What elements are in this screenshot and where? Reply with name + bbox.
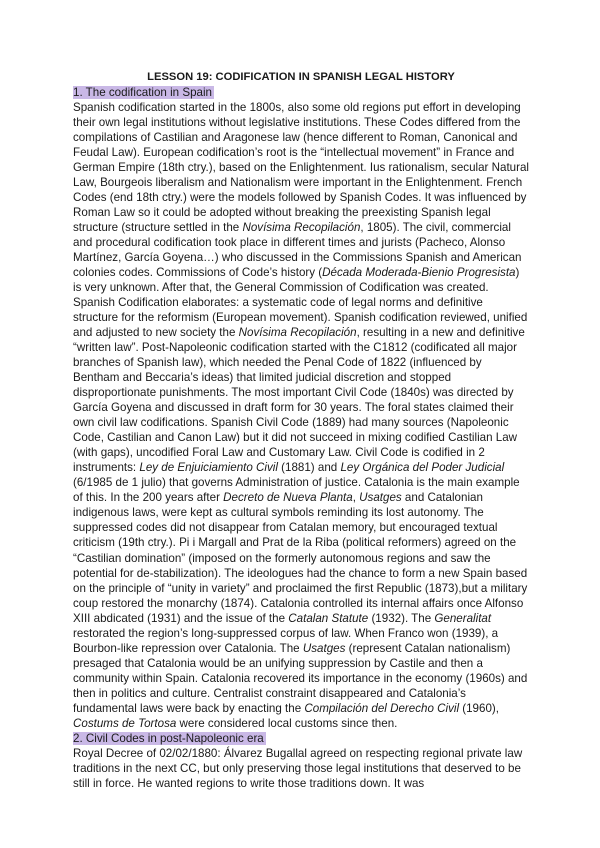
lesson-title: LESSON 19: CODIFICATION IN SPANISH LEGAL HISTORY [147,71,455,83]
document-page [73,70,529,791]
paragraph-text-run: were considered local customs since then. [176,716,398,730]
italic-term: Usatges [359,491,402,505]
italic-term: Novísima Recopilación [242,221,361,235]
body-paragraph-codification [73,100,529,731]
italic-term: Novísima Recopilación [238,326,357,340]
italic-term: Compilación del Derecho Civil [304,701,460,715]
section-heading-civil-codes [73,731,529,746]
body-paragraph-civil-codes: Royal Decree of 02/02/1880: Álvarez Bugallal agreed on respecting regional private law traditions in the next CC, but only preserving those legal institutions that deserved to be still in force. He wanted regions to write those traditions down. It was [73,746,523,790]
paragraph-text-run: , resulting in a new and definitive “written law”. Post-Napoleonic codification started with the C1812 (codificated all major branches of Spanish law), which needed the Penal Code of 1822 (influenced by Bentham and Beccaria’s ideas) that limited judicial discretion and stopped disproportionate punishments. The most important Civil Code (1840s) was directed by García Goyena and discussed in draft form for 30 years. The foral states claimed their own civil law codifications. Spanish Civil Code (1889) had many sources (Napoleonic Code, Castilian and Canon Law) but it did not succeed in mixing codified Castilian Law (with gaps), uncodified Foral Law and Customary Law. Civil Code is codified in 2 instruments: [73,326,525,475]
italic-term: Ley Orgánica del Poder Judicial [340,461,505,475]
paragraph-text-run: (1960), [459,701,499,715]
italic-term: Usatges [302,641,346,655]
paragraph-text-run: ) is very unknown. After that, the General Commission of Codification was created. Spanish Codification elaborates: a systematic code of legal norms and definitive structure for the reformism (European movement). Spanish codification reviewed, unified and adjusted to new society the [73,266,528,340]
italic-term: Decreto de Nueva Planta [223,491,353,505]
italic-term: Costums de Tortosa [73,716,177,730]
paragraph-text-run: Spanish codification started in the 1800s, also some old regions put effort in developing their own legal institutions without legislative institutions. These Codes differed from the compilations of Castilian and Aragonese law (hence different to Roman, Canonical and Feudal Law). European codification’s root is the “intellectual movement” in France and German Empire (18th ctry.), based on the Enlightenment. Ius rationalism, secular Natural Law, Bourgeois liberalism and Nationalism were important in the Enlightenment. French Codes (end 18th ctry.) were the models followed by Spanish Codes. It was influenced by Roman Law so it could be adopted without breaking the preexisting Spanish legal structure (structure settled in the [73,101,530,235]
section-heading-text: 2. Civil Codes in post-Napoleonic era [73,731,264,745]
paragraph-text-run: , 1805). The civil, commercial and procedural codification took place in different times and jurists (Pacheco, Alonso Martínez, García Goyena…) who discussed in the Commissions Spanish and American colonies codes. Commissions of Code’s history ( [73,221,522,280]
section-heading-codification [73,85,529,100]
paragraph-text-run: (1932). The [368,611,435,625]
paragraph-text-run: (represent Catalan nationalism) presaged that Catalonia would be an unifying suppression by Castile and then a community within Spain. Catalonia recovered its importance in the economy (1960s) and then in politics and culture. Centralist constraint disappeared and Catalonia’s fundamental laws were back by enacting the [73,641,528,715]
italic-term: Generalitat [434,611,492,625]
paragraph-text-run: , [352,491,360,505]
paragraph-text-run: (6/1985 de 1 julio) that governs Administration of justice. Catalonia is the main example of this. In the 200 years after [73,476,520,505]
italic-term: Catalan Statute [288,611,369,625]
paragraph-text-run: (1881) and [277,461,341,475]
italic-term: Década Moderada-Bienio Progresista [322,266,516,280]
section-heading-text: 1. The codification in Spain [73,86,213,100]
italic-term: Ley de Enjuiciamiento Civil [139,461,278,475]
paragraph-text-run: restorated the region’s long-suppressed corpus of law. When Franco won (1939), a Bourbon-like repression over Catalonia. The [73,626,499,655]
paragraph-text-run: and Catalonian indigenous laws, were kept as cultural symbols reminding its lost autonomy. The suppressed codes did not disappear from Catalan memory, but encouraged textual criticism (19th ctry.). Pi i Margall and Prat de la Riba (political reformers) agreed on the “Castilian domination” (imposed on the formerly autonomous regions and saw the potential for de-stabilization). The ideologues had the chance to form a new Spain based on the principle of “unity in variety” and proclaimed the first Republic (1873),but a military coup restored the monarchy (1874). Catalonia controlled its internal affairs once Alfonso XIII abdicated (1931) and the issue of the [73,491,528,625]
